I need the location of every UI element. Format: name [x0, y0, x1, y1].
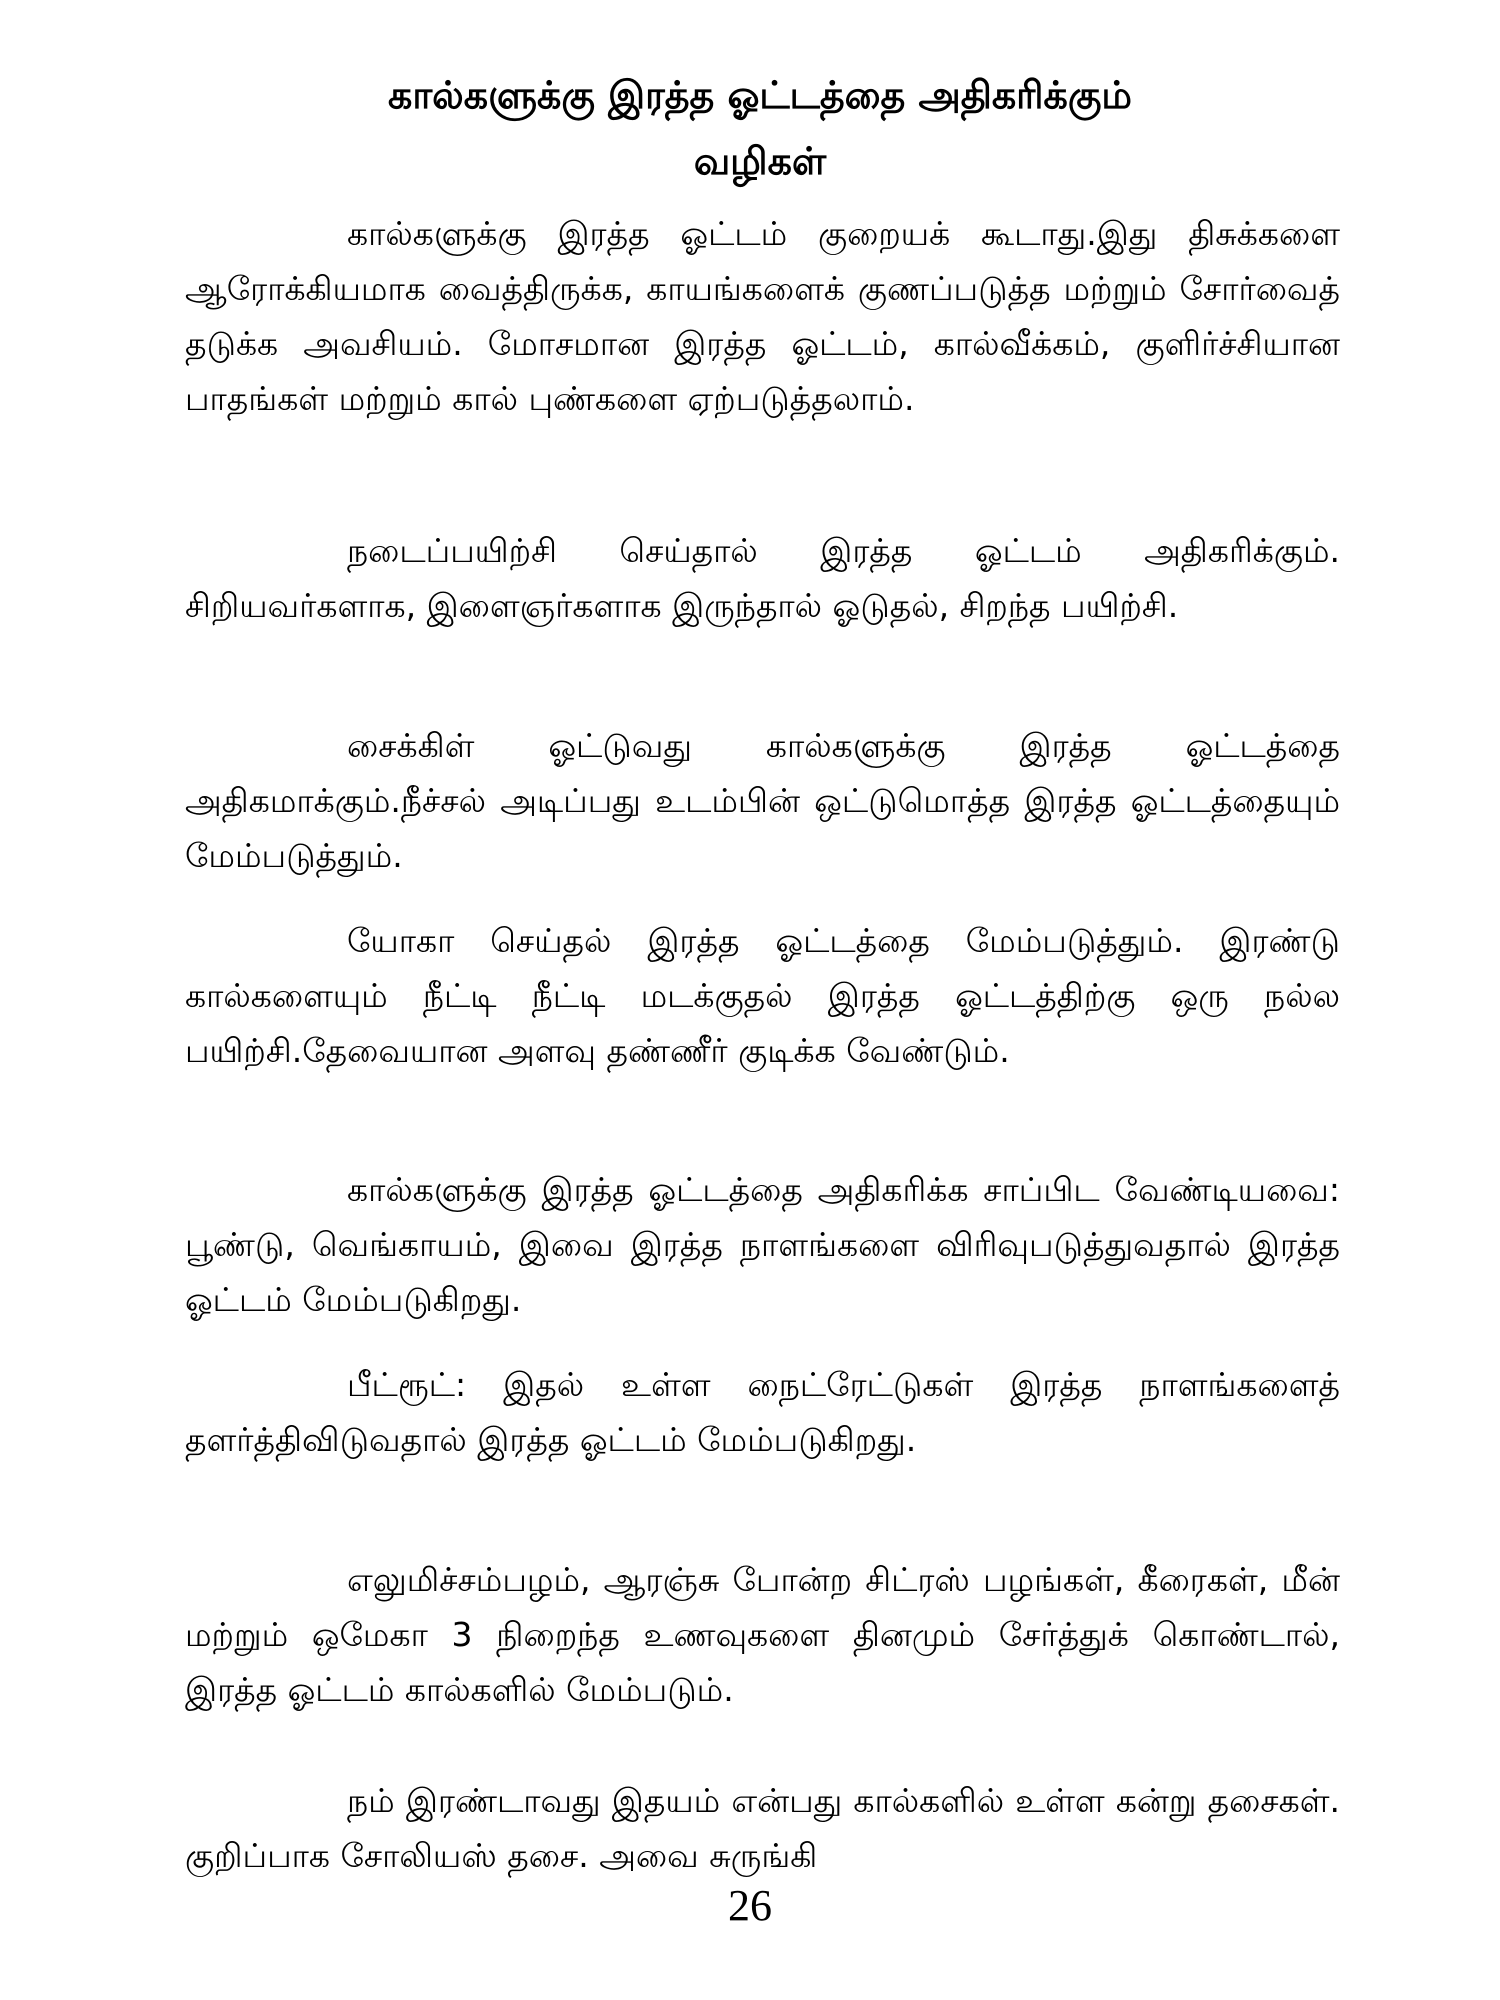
paragraph-foods-garlic-onion: கால்களுக்கு இரத்த ஓட்டத்தை அதிகரிக்க சாப்பிட வேண்டியவை: பூண்டு, வெங்காயம், இவை இரத்த நாளங்களை விரிவுபடுத்துவதால் இரத்த ஓட்டம் மேம்படுகிறது. [185, 1170, 1340, 1319]
title-line-2: வழிகள் [693, 139, 827, 183]
page-number: 26 [728, 1881, 772, 1930]
paragraph-walking: நடைப்பயிற்சி செய்தால் இரத்த ஓட்டம் அதிகரிக்கும். சிறியவர்களாக, இளைஞர்களாக இருந்தால் ஓடுதல், சிறந்த பயிற்சி. [185, 531, 1340, 625]
paragraph-citrus-greens: எலுமிச்சம்பழம், ஆரஞ்சு போன்ற சிட்ரஸ் பழங்கள், கீரைகள், மீன் மற்றும் ஒமேகா 3 நிறைந்த உணவுகளை தினமும் சேர்த்துக் கொண்டால், இரத்த ஓட்டம் கால்களில் மேம்படும். [185, 1560, 1340, 1709]
page-title [180, 62, 1340, 194]
paragraph-beetroot: பீட்ரூட்: இதல் உள்ள நைட்ரேட்டுகள் இரத்த நாளங்களைத் தளர்த்திவிடுவதால் இரத்த ஓட்டம் மேம்படுகிறது. [185, 1365, 1340, 1459]
paragraph-circulation-intro: கால்களுக்கு இரத்த ஓட்டம் குறையக் கூடாது.இது திசுக்களை ஆரோக்கியமாக வைத்திருக்க, காயங்களைக் குணப்படுத்த மற்றும் சோர்வைத் தடுக்க அவசியம். மோசமான இரத்த ஓட்டம், கால்வீக்கம், குளிர்ச்சியான பாதங்கள் மற்றும் கால் புண்களை ஏற்படுத்தலாம். [185, 214, 1340, 418]
title-line-1: கால்களுக்கு இரத்த ஓட்டத்தை அதிகரிக்கும் [388, 73, 1132, 117]
paragraph-cycling-swimming: சைக்கிள் ஓட்டுவது கால்களுக்கு இரத்த ஓட்டத்தை அதிகமாக்கும்.நீச்சல் அடிப்பது உடம்பின் ஒட்டுமொத்த இரத்த ஓட்டத்தையும் மேம்படுத்தும். [185, 726, 1340, 875]
paragraph-second-heart: நம் இரண்டாவது இதயம் என்பது கால்களில் உள்ள கன்று தசைகள். குறிப்பாக சோலியஸ் தசை. அவை சுருங்கி [185, 1781, 1340, 1875]
paragraph-yoga: யோகா செய்தல் இரத்த ஓட்டத்தை மேம்படுத்தும். இரண்டு கால்களையும் நீட்டி நீட்டி மடக்குதல் இரத்த ஓட்டத்திற்கு ஒரு நல்ல பயிற்சி.தேவையான அளவு தண்ணீர் குடிக்க வேண்டும். [185, 921, 1340, 1070]
